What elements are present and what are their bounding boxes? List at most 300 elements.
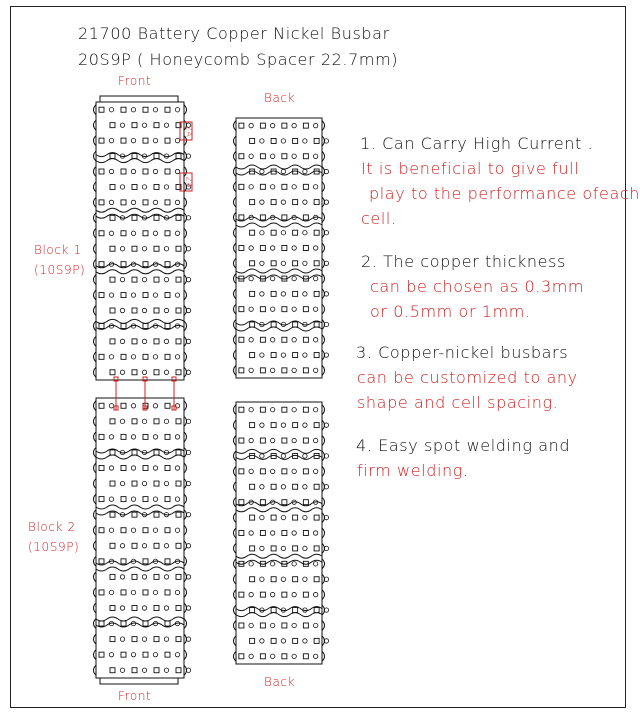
back2-hole — [249, 623, 253, 627]
front1-cell-pad — [165, 169, 170, 174]
front2-cell-pad — [165, 590, 170, 595]
back2-cell-pad — [271, 638, 276, 643]
front2-cell-pad — [99, 652, 104, 657]
back2-cell-pad — [260, 592, 265, 597]
front1-cell-pad — [110, 370, 115, 375]
front2-cell-pad — [165, 652, 170, 657]
back1-cell-pad — [303, 123, 308, 128]
back1-cell-pad — [282, 215, 287, 220]
front2-cell-pad — [176, 637, 181, 642]
back2-cell-pad — [282, 407, 287, 412]
back1-hole — [270, 246, 274, 250]
back2-hole — [292, 623, 296, 627]
back1-separator — [236, 223, 322, 227]
front1-hole — [153, 293, 157, 297]
back2-cell-pad — [282, 531, 287, 536]
front1-separator — [96, 208, 184, 212]
back1-cell-pad — [271, 353, 276, 358]
front2-hole — [131, 528, 135, 532]
front1-hole — [175, 169, 179, 173]
front2-cell-pad — [154, 574, 159, 579]
back2-cell-pad — [239, 623, 244, 628]
back2-cell-pad — [271, 577, 276, 582]
front2-hole — [153, 652, 157, 656]
front2-cell-pad — [121, 403, 126, 408]
back2-hole — [270, 531, 274, 535]
front1-hole — [175, 108, 179, 112]
front2-cell-pad — [99, 403, 104, 408]
front1-hole — [153, 231, 157, 235]
back2-hole — [270, 469, 274, 473]
front2-separator — [96, 449, 184, 453]
back2-cell-pad — [282, 469, 287, 474]
back1-cell-pad — [303, 184, 308, 189]
front1-hole — [109, 200, 113, 204]
back2-hole — [249, 654, 253, 658]
front2-hole — [175, 652, 179, 656]
note-2-heading: 2. The copper thickness — [361, 252, 566, 271]
back1-cell-pad — [293, 291, 298, 296]
back2-cell-pad — [314, 608, 319, 613]
back1-hole — [270, 154, 274, 158]
back1-cell-pad — [282, 184, 287, 189]
back2-hole — [292, 469, 296, 473]
front1-hole — [153, 355, 157, 359]
back1-hole — [249, 246, 253, 250]
back1-hole — [281, 353, 285, 357]
front1-cell-pad — [143, 107, 148, 112]
block-1-config: (10S9P) — [34, 263, 86, 277]
front1-cell-pad — [165, 354, 170, 359]
back1-cell-pad — [282, 123, 287, 128]
front1-hole — [153, 169, 157, 173]
back1-hole — [281, 169, 285, 173]
note-2-detail-2: or 0.5mm or 1mm. — [370, 302, 531, 321]
front1-cell-pad — [110, 184, 115, 189]
front2-cell-pad — [132, 419, 137, 424]
front1-cell-pad — [99, 293, 104, 298]
front1-cell-pad — [154, 123, 159, 128]
front2-separator — [96, 567, 184, 571]
front2-hole — [109, 528, 113, 532]
back1-cell-pad — [314, 353, 319, 358]
back2-cell-pad — [260, 438, 265, 443]
front1-cell-pad — [143, 138, 148, 143]
back1-cell-pad — [260, 215, 265, 220]
front2-cell-pad — [154, 668, 159, 673]
front2-hole — [142, 419, 146, 423]
front1-cell-pad — [132, 154, 137, 159]
front-bottom-label: Front — [118, 689, 152, 703]
back2-cell-pad — [282, 623, 287, 628]
back1-cell-pad — [260, 246, 265, 251]
front2-cell-pad — [132, 637, 137, 642]
back1-cell-pad — [293, 230, 298, 235]
front1-hole — [142, 247, 146, 251]
back2-hole — [270, 654, 274, 658]
back1-hole — [260, 292, 264, 296]
back2-hole — [313, 531, 317, 535]
block-connector-lines — [114, 377, 176, 410]
front1-hole — [153, 108, 157, 112]
front2-cell-pad — [176, 606, 181, 611]
back1-cell-pad — [271, 291, 276, 296]
front1-cell-pad — [176, 154, 181, 159]
front1-hole — [142, 123, 146, 127]
back2-hole — [270, 562, 274, 566]
front1-cell-pad — [99, 107, 104, 112]
back1-hole — [260, 353, 264, 357]
note-1-detail-3: cell. — [361, 209, 397, 228]
back1-cell-pad — [239, 368, 244, 373]
front1-cell-pad — [132, 277, 137, 282]
back2-cell-pad — [293, 608, 298, 613]
front1-cell-pad — [121, 293, 126, 298]
front2-hole — [175, 466, 179, 470]
front2-hole — [164, 668, 168, 672]
front1-cell-pad — [143, 231, 148, 236]
front2-cell-pad — [143, 528, 148, 533]
back1-cell-pad — [239, 154, 244, 159]
front1-cell-pad — [154, 154, 159, 159]
front2-hole — [153, 404, 157, 408]
front2-hole — [120, 481, 124, 485]
back1-hole — [313, 154, 317, 158]
front1-cell-pad — [99, 354, 104, 359]
back2-separator — [236, 449, 322, 453]
back2-hole — [292, 408, 296, 412]
front2-cell-pad — [165, 621, 170, 626]
back1-cell-pad — [260, 123, 265, 128]
front1-cell-pad — [165, 262, 170, 267]
front2-cell-pad — [165, 528, 170, 533]
front1-cell-pad — [132, 308, 137, 313]
front1-cell-pad — [165, 200, 170, 205]
back2-hole — [281, 454, 285, 458]
front-busbar-block-1 — [94, 96, 194, 380]
front2-separator — [96, 505, 184, 509]
front2-hole — [120, 606, 124, 610]
front1-hole — [109, 231, 113, 235]
back2-cell-pad — [250, 484, 255, 489]
front1-cell-pad — [110, 215, 115, 220]
back2-hole — [303, 515, 307, 519]
front2-hole — [164, 481, 168, 485]
back1-cell-pad — [303, 154, 308, 159]
front1-hole — [164, 247, 168, 251]
front1-hole — [131, 231, 135, 235]
front2-cell-pad — [99, 434, 104, 439]
front2-hole — [153, 590, 157, 594]
back1-hole — [260, 231, 264, 235]
back1-hole — [292, 246, 296, 250]
front1-hole — [164, 185, 168, 189]
back1-separator — [236, 269, 322, 273]
back2-cell-pad — [282, 654, 287, 659]
back2-cell-pad — [293, 638, 298, 643]
front2-hole — [131, 590, 135, 594]
front1-cell-pad — [99, 323, 104, 328]
front1-cell-pad — [99, 138, 104, 143]
front1-cell-pad — [143, 262, 148, 267]
front2-hole — [164, 544, 168, 548]
back2-hole — [292, 592, 296, 596]
back2-hole — [281, 485, 285, 489]
note-1-detail-1: It is beneficial to give full — [361, 159, 580, 178]
back2-cell-pad — [271, 484, 276, 489]
back2-cell-pad — [260, 469, 265, 474]
front1-separator — [96, 214, 184, 218]
back1-cell-pad — [293, 261, 298, 266]
front2-cell-pad — [121, 434, 126, 439]
front2-cell-pad — [132, 481, 137, 486]
front1-cell-pad — [154, 246, 159, 251]
front2-cell-pad — [99, 528, 104, 533]
back2-hole — [292, 654, 296, 658]
front1-cell-pad — [132, 215, 137, 220]
title-line-1: 21700 Battery Copper Nickel Busbar — [78, 24, 390, 43]
back1-hole — [260, 200, 264, 204]
back2-cell-pad — [260, 654, 265, 659]
block-2-config: (10S9P) — [28, 540, 80, 554]
front2-cell-pad — [176, 450, 181, 455]
front2-cell-pad — [132, 450, 137, 455]
back1-hole — [313, 338, 317, 342]
back2-cell-pad — [271, 608, 276, 613]
front1-hole — [153, 200, 157, 204]
front2-cell-pad — [176, 481, 181, 486]
back2-hole — [260, 577, 264, 581]
back1-cell-pad — [239, 184, 244, 189]
back1-hole — [270, 123, 274, 127]
back2-cell-pad — [250, 423, 255, 428]
back1-cell-pad — [260, 337, 265, 342]
front-busbar-block-2 — [94, 398, 191, 684]
front2-cell-pad — [176, 543, 181, 548]
back2-hole — [281, 546, 285, 550]
front1-cell-pad — [154, 184, 159, 189]
front1-cell-pad — [121, 169, 126, 174]
back1-cell-pad — [239, 337, 244, 342]
front1-hole — [164, 123, 168, 127]
back1-hole — [292, 185, 296, 189]
front2-cell-pad — [132, 574, 137, 579]
tab-mark-2: 2A — [184, 176, 194, 189]
back1-cell-pad — [314, 261, 319, 266]
front2-cell-pad — [165, 559, 170, 564]
back2-hole — [260, 639, 264, 643]
front2-hole — [131, 435, 135, 439]
front2-outline — [96, 398, 184, 678]
front2-separator — [96, 617, 184, 621]
back1-hole — [249, 368, 253, 372]
front2-hole — [120, 419, 124, 423]
back1-hole — [281, 231, 285, 235]
back1-hole — [270, 185, 274, 189]
front1-hole — [120, 339, 124, 343]
front1-hole — [175, 231, 179, 235]
front1-hole — [120, 277, 124, 281]
front2-cell-pad — [143, 559, 148, 564]
front2-hole — [120, 544, 124, 548]
back1-hole — [249, 154, 253, 158]
front2-cell-pad — [132, 606, 137, 611]
front1-hole — [109, 293, 113, 297]
back1-cell-pad — [282, 246, 287, 251]
front1-hole — [120, 370, 124, 374]
front1-cell-pad — [176, 246, 181, 251]
front2-cell-pad — [110, 543, 115, 548]
back1-cell-pad — [282, 307, 287, 312]
back2-hole — [260, 515, 264, 519]
front1-hole — [131, 200, 135, 204]
front1-cell-pad — [154, 339, 159, 344]
back2-hole — [313, 654, 317, 658]
note-1-heading: 1. Can Carry High Current . — [360, 134, 594, 153]
back1-cell-pad — [293, 353, 298, 358]
front1-separator — [96, 319, 184, 323]
front2-cell-pad — [154, 481, 159, 486]
back2-hole — [303, 423, 307, 427]
back2-hole — [260, 485, 264, 489]
front2-cell-pad — [143, 466, 148, 471]
front2-cell-pad — [176, 419, 181, 424]
front1-hole — [164, 370, 168, 374]
back1-hole — [281, 261, 285, 265]
front1-cell-pad — [165, 107, 170, 112]
back2-cell-pad — [250, 638, 255, 643]
back2-cell-pad — [314, 638, 319, 643]
back1-separator — [236, 165, 322, 169]
front2-cell-pad — [165, 434, 170, 439]
front2-cell-pad — [110, 419, 115, 424]
back1-cell-pad — [303, 246, 308, 251]
front2-cell-pad — [121, 466, 126, 471]
back1-hole — [303, 200, 307, 204]
back2-hole — [313, 469, 317, 473]
back1-cell-pad — [271, 230, 276, 235]
front1-cell-pad — [121, 262, 126, 267]
back1-cell-pad — [239, 246, 244, 251]
front1-hole — [131, 108, 135, 112]
front1-cell-pad — [132, 370, 137, 375]
back1-hole — [303, 292, 307, 296]
back1-hole — [249, 123, 253, 127]
back2-hole — [281, 515, 285, 519]
back2-cell-pad — [239, 531, 244, 536]
front1-hole — [153, 138, 157, 142]
back2-separator — [236, 554, 322, 558]
note-4-heading: 4. Easy spot welding and — [356, 436, 571, 455]
front2-hole — [120, 668, 124, 672]
front2-hole — [175, 435, 179, 439]
front-top-label: Front — [118, 74, 152, 88]
front2-bottom-tab — [100, 678, 178, 684]
note-3-heading: 3. Copper-nickel busbars — [356, 343, 569, 362]
front2-cell-pad — [154, 450, 159, 455]
front2-cell-pad — [110, 668, 115, 673]
front1-cell-pad — [121, 200, 126, 205]
back2-hole — [249, 562, 253, 566]
back2-hole — [270, 438, 274, 442]
front1-cell-pad — [132, 246, 137, 251]
back1-separator — [236, 327, 322, 331]
back1-cell-pad — [293, 322, 298, 327]
back1-cell-pad — [239, 215, 244, 220]
back1-separator — [236, 321, 322, 325]
front1-hole — [164, 339, 168, 343]
back1-cell-pad — [271, 200, 276, 205]
back2-cell-pad — [260, 500, 265, 505]
back2-hole — [303, 639, 307, 643]
back1-cell-pad — [314, 322, 319, 327]
back2-separator — [236, 508, 322, 512]
back2-cell-pad — [303, 592, 308, 597]
back2-cell-pad — [303, 500, 308, 505]
back2-hole — [303, 485, 307, 489]
note-3-detail-1: can be customized to any — [357, 368, 578, 387]
front1-hole — [131, 138, 135, 142]
back2-hole — [260, 546, 264, 550]
front1-hole — [131, 293, 135, 297]
back1-cell-pad — [271, 138, 276, 143]
back2-cell-pad — [239, 469, 244, 474]
front2-hole — [164, 606, 168, 610]
front1-cell-pad — [154, 277, 159, 282]
back2-separator — [236, 613, 322, 617]
back1-cell-pad — [250, 138, 255, 143]
front2-hole — [142, 481, 146, 485]
back2-hole — [249, 438, 253, 442]
back-busbar-block-1 — [234, 118, 329, 378]
back1-hole — [292, 276, 296, 280]
front2-hole — [120, 637, 124, 641]
front1-cell-pad — [143, 169, 148, 174]
back1-hole — [249, 276, 253, 280]
front2-cell-pad — [132, 668, 137, 673]
front2-cell-pad — [143, 652, 148, 657]
front2-cell-pad — [99, 590, 104, 595]
back1-cell-pad — [260, 307, 265, 312]
back2-hole — [313, 438, 317, 442]
front2-separator — [96, 511, 184, 515]
front2-cell-pad — [154, 512, 159, 517]
back-bottom-label: Back — [264, 675, 296, 689]
back1-hole — [303, 139, 307, 143]
back2-hole — [260, 454, 264, 458]
back2-cell-pad — [239, 407, 244, 412]
back2-cell-pad — [271, 515, 276, 520]
note-2-detail-1: can be chosen as 0.3mm — [370, 277, 585, 296]
back1-cell-pad — [282, 337, 287, 342]
back2-hole — [281, 577, 285, 581]
back1-hole — [303, 169, 307, 173]
front1-hole — [164, 277, 168, 281]
back2-hole — [249, 592, 253, 596]
front1-cell-pad — [110, 123, 115, 128]
back2-hole — [303, 546, 307, 550]
back1-cell-pad — [303, 215, 308, 220]
back1-cell-pad — [239, 123, 244, 128]
back1-hole — [260, 139, 264, 143]
back2-hole — [260, 423, 264, 427]
front1-cell-pad — [132, 123, 137, 128]
front2-hole — [131, 466, 135, 470]
back2-cell-pad — [303, 531, 308, 536]
back-top-label: Back — [264, 91, 296, 105]
back-busbar-block-2 — [234, 402, 329, 664]
back1-hole — [313, 123, 317, 127]
